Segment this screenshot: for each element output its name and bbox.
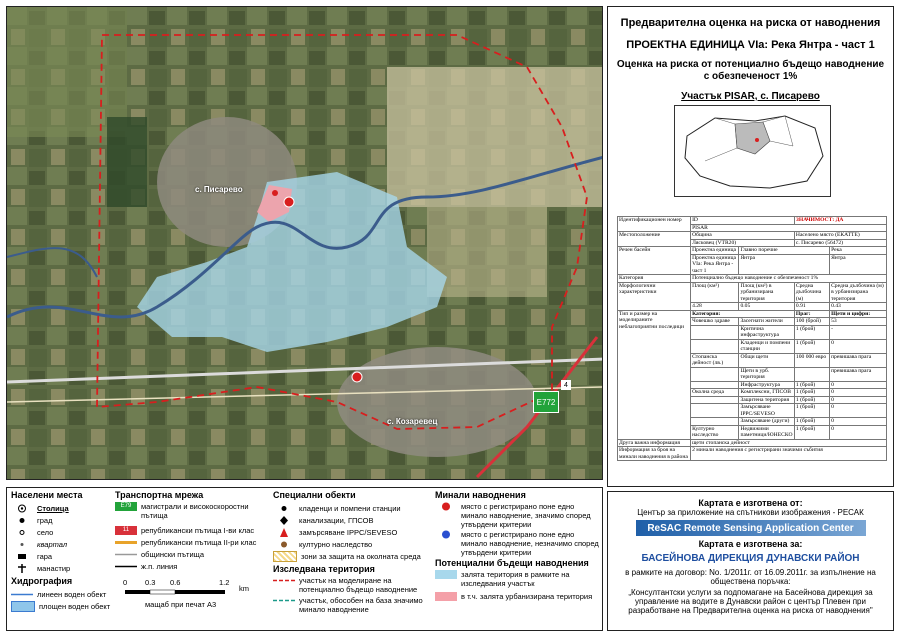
label-kozarevets: с. Козаревец (387, 417, 438, 426)
credits-panel: Картата е изготвена от: Център за приложение на спътникови изображения - РЕСАК ReSAC Remote Sensing Application Center Картата е изготвена за: БАСЕЙНОВА ДИРЕКЦИЯ ДУНАВСКИ РАЙОН в рамките на договор: No. 1/2011г. от 16.09.2011г. за изпълнение на обществена поръчка: „Консултантски услуги за подпомагане на Басейнова дирекция за управление на водите в Дунавски район с център Плевен при разработване на Предварителна оценка на риска от наводнения" (607, 491, 894, 631)
protected-zone-icon (273, 551, 297, 562)
map-title: Предварителна оценка на риска от наводнения (620, 17, 881, 29)
urban-flood-area-icon (435, 592, 457, 601)
municipal-road-icon (115, 550, 137, 559)
pollution-icon (273, 528, 295, 537)
legend-transport: Транспортна мрежа E79 магистрали и високоскоростни пътища 11 републикански пътища I-ви клас републикански пътища II-ри клас общински пътища ж.п. линия 0 0.3 0.6 1.2 km мащаб при печат A3 (115, 490, 270, 612)
river-line-icon (11, 590, 33, 599)
town-icon (11, 516, 33, 525)
bdrd-logo: БАСЕЙНОВА ДИРЕКЦИЯ ДУНАВСКИ РАЙОН (641, 553, 860, 564)
quarter-icon (11, 540, 33, 549)
urban-marker (272, 190, 278, 196)
significant-flood-icon (435, 502, 457, 511)
road-shield-e772: E772 (533, 391, 559, 413)
heritage-icon (273, 540, 295, 549)
road-ii-class-icon (115, 538, 137, 547)
well-icon (273, 504, 295, 513)
project-unit-title: ПРОЕКТНА ЕДИНИЦА VIa: Река Янтра - част 1 (626, 39, 875, 51)
scale-bar: 0 0.3 0.6 1.2 km мащаб при печат A3 (123, 578, 249, 609)
locator-map (674, 105, 831, 197)
station-icon (11, 552, 33, 561)
past-flood-marker[interactable] (284, 197, 294, 207)
insignificant-flood-icon (435, 530, 457, 539)
railway-icon (115, 562, 137, 571)
monastery-icon (11, 564, 33, 573)
resac-logo: ReSAC Remote Sensing Application Center (636, 520, 866, 536)
title-panel (607, 6, 894, 487)
locator-marker (755, 138, 759, 142)
assessment-subtitle: Оценка на риска от потенциално бъдещо наводнение с обезпеченост 1% (616, 59, 885, 82)
legend-special: Специални обекти кладенци и помпени станции канализации, ГПСОВ замърсяване IPPC/SEVESO културно наследство зони за защита на околната среда Изследвана територия участък на моделиране на потенциално бъдещо наводнение участък, обособен на база значимо минало наводнение (273, 490, 423, 614)
sewage-icon (273, 516, 295, 525)
past-flood-boundary-icon (273, 596, 295, 605)
map-frame[interactable] (6, 6, 603, 480)
village-icon (11, 528, 33, 537)
legend-floods: Минали наводнения място с регистрирано поне едно минало наводнение, значимо според утвърдени критерии място с регистрирано поне едно минало наводнение, незначимо според утвърдени критерии Потенциални бъдещи наводнения залята територия в рамките на изследвания участък в т.ч. залята урбанизирана територия (435, 490, 599, 601)
capital-icon (11, 504, 33, 513)
highway-shield-icon: E79 (115, 502, 137, 511)
road-i-class-icon: 11 (115, 526, 137, 535)
past-flood-marker-2[interactable] (352, 372, 362, 382)
road-shield-4: 4 (561, 380, 571, 390)
section-name: Участък PISAR, с. Писарево (681, 91, 820, 102)
flood-area-icon (435, 570, 457, 579)
satellite-map[interactable] (7, 7, 603, 480)
legend-panel (6, 487, 603, 631)
legend-settlements: Населени места Столица град село квартал гара манастир Хидрография линеен воден обект площен воден обект (11, 490, 111, 611)
water-area-icon (11, 601, 35, 612)
info-table: Идентификационен номер ID ЗНАЧИМОСТ: ДА PISAR Местоположение Община Населено място (ЕКАТТЕ) Лясковец (VTR20) с. Писарево (56472) Речен басейн Проектна единица Главно поречие Река Проектна единица VIa: Река Янтра - част 1 Янтра Янтра Категория Потенциално бъдещо наводнение с обезпеченост 1% Морфологични характеристики Площ (км²) Площ (км²) в урбанизирана територия Средна дълбочина (м) Средна дълбочина (м) в урбанизирана територия 4.28 0.05 0.91 0.43 Тип и размер на моделираните неблагоприятни последици Категория: Праг: Щети и цифри: Човешко здраве Засегнати жители 100 (брой) 53 Критична инфраструктура 1 (брой) - Кладенци и помпени станции 1 (брой) 0 Стопанска дейност (лв.) Общи щети 100 000 евро превишава прага Щети в урб. територия превишава прага Инфраструктура 1 (брой) 0 Околна среда Комплексни, ГПСОВ 1 (брой) 0 Защитена територия 1 (брой) 0 Замърсяване IPPC/SEVESO 1 (брой) 0 Замърсяване (други) 1 (брой) 0 Културно наследство Недвижими паметници/ЮНЕСКО 1 (брой) 0 Друга важна информация щети стопанска дейност Информация за броя на минали наводнения в района 2 минали наводнения с регистрирани значими събития (617, 216, 887, 461)
label-pisarevo: с. Писарево (195, 185, 243, 194)
modeling-boundary-icon (273, 576, 295, 585)
